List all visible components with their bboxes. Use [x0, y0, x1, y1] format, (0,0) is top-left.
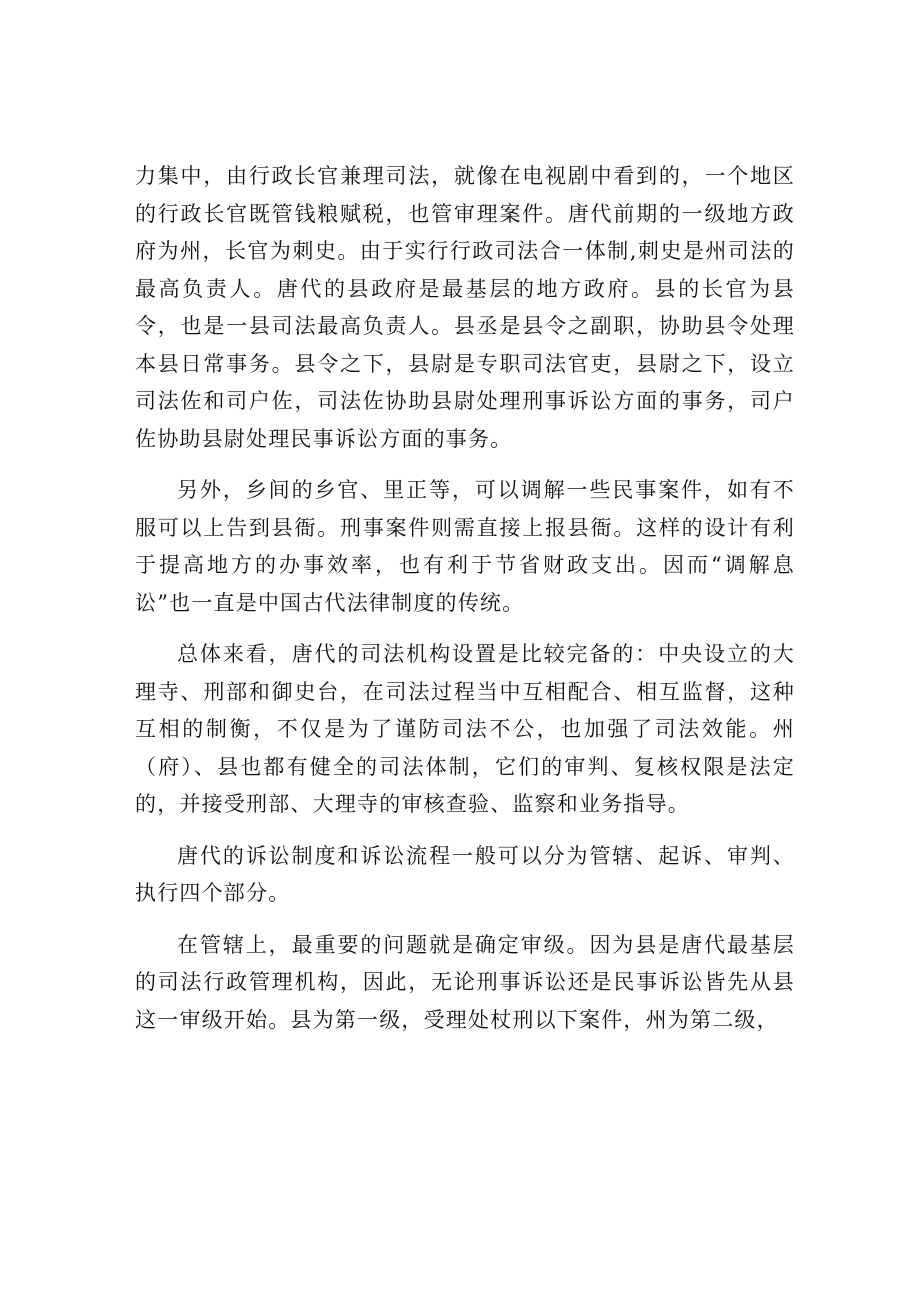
paragraph-continued: 力集中，由行政长官兼理司法，就像在电视剧中看到的，一个地区的行政长官既管钱粮赋税，也管审理案件。唐代前期的一级地方政府为州，长官为刺史。由于实行行政司法合一体制,刺史是州司法的最高负责人。唐代的县政府是最基层的地方政府。县的长官为县令，也是一县司法最高负责人。县丞是县令之副职，协助县令处理本县日常事务。县令之下，县尉是专职司法官吏，县尉之下，设立司法佐和司户佐，司法佐协助县尉处理刑事诉讼方面的事务，司户佐协助县尉处理民事诉讼方面的事务。	[135, 164, 795, 451]
paragraph-jurisdiction: 在管辖上，最重要的问题就是确定审级。因为县是唐代最基层的司法行政管理机构，因此，无论刑事诉讼还是民事诉讼皆先从县这一审级开始。县为第一级，受理处杖刑以下案件，州为第二级，	[135, 932, 795, 1032]
paragraph-judicial-structure: 总体来看，唐代的司法机构设置是比较完备的：中央设立的大理寺、刑部和御史台，在司法过程当中互相配合、相互监督，这种互相的制衡，不仅是为了谨防司法不公，也加强了司法效能。州（府）、县也都有健全的司法体制，它们的审判、复核权限是法定的，并接受刑部、大理寺的审核查验、监察和业务指导。	[135, 642, 795, 816]
body-text	[135, 158, 795, 1053]
paragraph-mediation: 另外，乡间的乡官、里正等，可以调解一些民事案件，如有不服可以上告到县衙。刑事案件则需直接上报县衙。这样的设计有利于提高地方的办事效率，也有利于节省财政支出。因而“调解息讼”也一直是中国古代法律制度的传统。	[135, 478, 795, 615]
paragraph-litigation-process: 唐代的诉讼制度和诉讼流程一般可以分为管辖、起诉、审判、执行四个部分。	[135, 843, 795, 905]
